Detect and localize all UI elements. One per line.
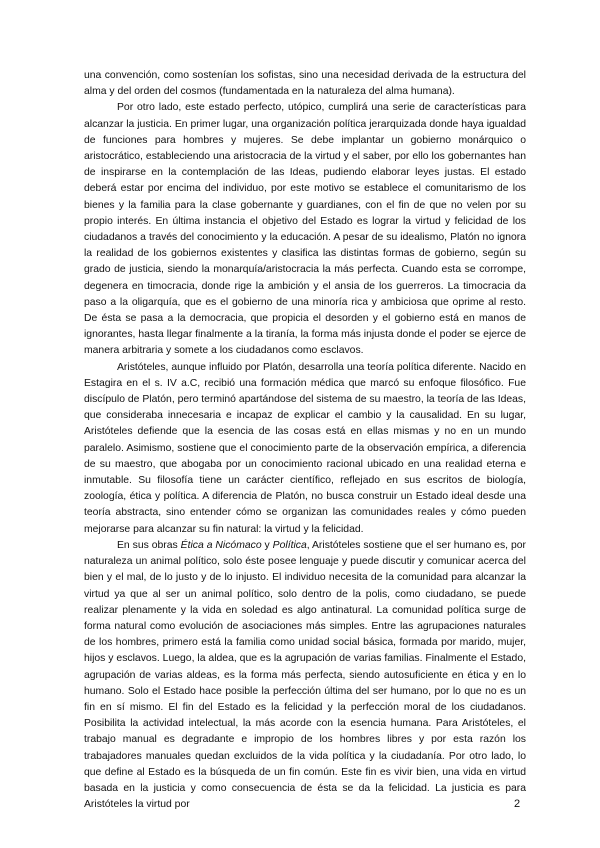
paragraph-body: , Aristóteles sostiene que el ser humano es, por naturaleza un animal político, solo éste posee lenguaje y puede discutir y comunicar acerca del bien y el mal, de lo justo y de lo injusto. El individuo necesita de la comunidad para alcanzar la virtud ya que al ser un animal político, solo dentro de la polis, como ciudadano, se puede realizar plenamente y la vida en soledad es algo antinatural. La comunidad política surge de forma natural como evolución de asociaciones más simples. Entre las agrupaciones naturales de los hombres, primero está la familia como unidad social básica, formada por marido, mujer, hijos y esclavos. Luego, la aldea, que es la agrupación de varias familias. Finalmente el Estado, agrupación de varias aldeas, es la forma más perfecta, siendo autosuficiente en ética y en lo humano. Solo el Estado hace posible la perfección última del ser humano, por lo que no es un fin en sí mismo. El fin del Estado es la felicidad y la perfección moral de los ciudadanos. Posibilita la actividad intelectual, la más acorde con la esencia humana. Para Aristóteles, el trabajo manual es degradante e impropio de los hombres libres y por esta razón los trabajadores manuales quedan excluidos de la vida política y la ciudadanía. Por otro lado, lo que define al Estado es la búsqueda de un fin común. Este fin es vivir bien, una vida en virtud basada en la justicia y como consecuencia de ésta se da la felicidad. La justicia es para Aristóteles la virtud por <box>84 539 526 811</box>
paragraph-connector: y <box>261 539 273 551</box>
paragraph-aristotle-intro: Aristóteles, aunque influido por Platón, desarrolla una teoría política diferente. Nacido en Estagira en el s. IV a.C, recibió una formación médica que marcó su enfoque filosófico. Fue discípulo de Platón, pero terminó apartándose del sistema de su maestro, la teoría de las Ideas, que consideraba innecesaria e incapaz de explicar el cambio y la causalidad. En su lugar, Aristóteles defiende que la esencia de las cosas está en ellas mismas y no en un mundo paralelo. Asimismo, sostiene que el conocimiento parte de la observación empírica, a diferencia de su maestro, que abogaba por un conocimiento racional ubicado en una realidad eterna e inmutable. Su filosofía tiene un carácter científico, reflejado en sus escritos de biología, zoología, ética y política. A diferencia de Platón, no busca construir un Estado ideal desde una teoría abstracta, sino entender cómo se organizan las comunidades reales y cómo pueden mejorarse para alcanzar su fin natural: la virtud y la felicidad. <box>84 361 526 535</box>
page-number: 2 <box>514 798 521 810</box>
paragraph-continuation: una convención, como sostenían los sofistas, sino una necesidad derivada de la estructura del alma y del orden del cosmos (fundamentada en la naturaleza del alma humana). <box>84 70 526 98</box>
paragraph-aristotle-politics <box>84 538 526 813</box>
body-text <box>84 68 526 813</box>
paragraph-lead: En sus obras <box>117 539 181 551</box>
work-title-ethics: Ética a Nicómaco <box>180 539 262 551</box>
paragraph-ideal-state: Por otro lado, este estado perfecto, utópico, cumplirá una serie de características para alcanzar la justicia. En primer lugar, una organización política jerarquizada donde haya igualdad de funciones para hombres y mujeres. Se debe implantar un gobierno monárquico o aristocrático, estableciendo una aristocracia de la virtud y el saber, por ello los gobernantes han de inspirarse en la contemplación de las Ideas, pudiendo elaborar leyes justas. El estado deberá estar por encima del individuo, por este motivo se establece el comunitarismo de los bienes y la familia para la clase gobernante y guardianes, con el fin de que no velen por su propio interés. En última instancia el objetivo del Estado es lograr la virtud y felicidad de los ciudadanos a través del conocimiento y la educación. A pesar de su idealismo, Platón no ignora la realidad de los gobiernos existentes y clasifica las distintas formas de gobierno, según su grado de justicia, siendo la monarquía/aristocracia la más perfecta. Cuando esta se corrompe, degenera en timocracia, donde rige la ambición y el ansia de los guerreros. La timocracia da paso a la oligarquía, que es el gobierno de una minoría rica y ambiciosa que oprime al resto. De ésta se pasa a la democracia, que propicia el desorden y el gobierno está en manos de ignorantes, hasta llegar finalmente a la tiranía, la forma más injusta donde el poder se ejerce de manera arbitraria y somete a los ciudadanos como esclavos. <box>84 102 526 357</box>
work-title-politics: Política <box>272 539 307 551</box>
